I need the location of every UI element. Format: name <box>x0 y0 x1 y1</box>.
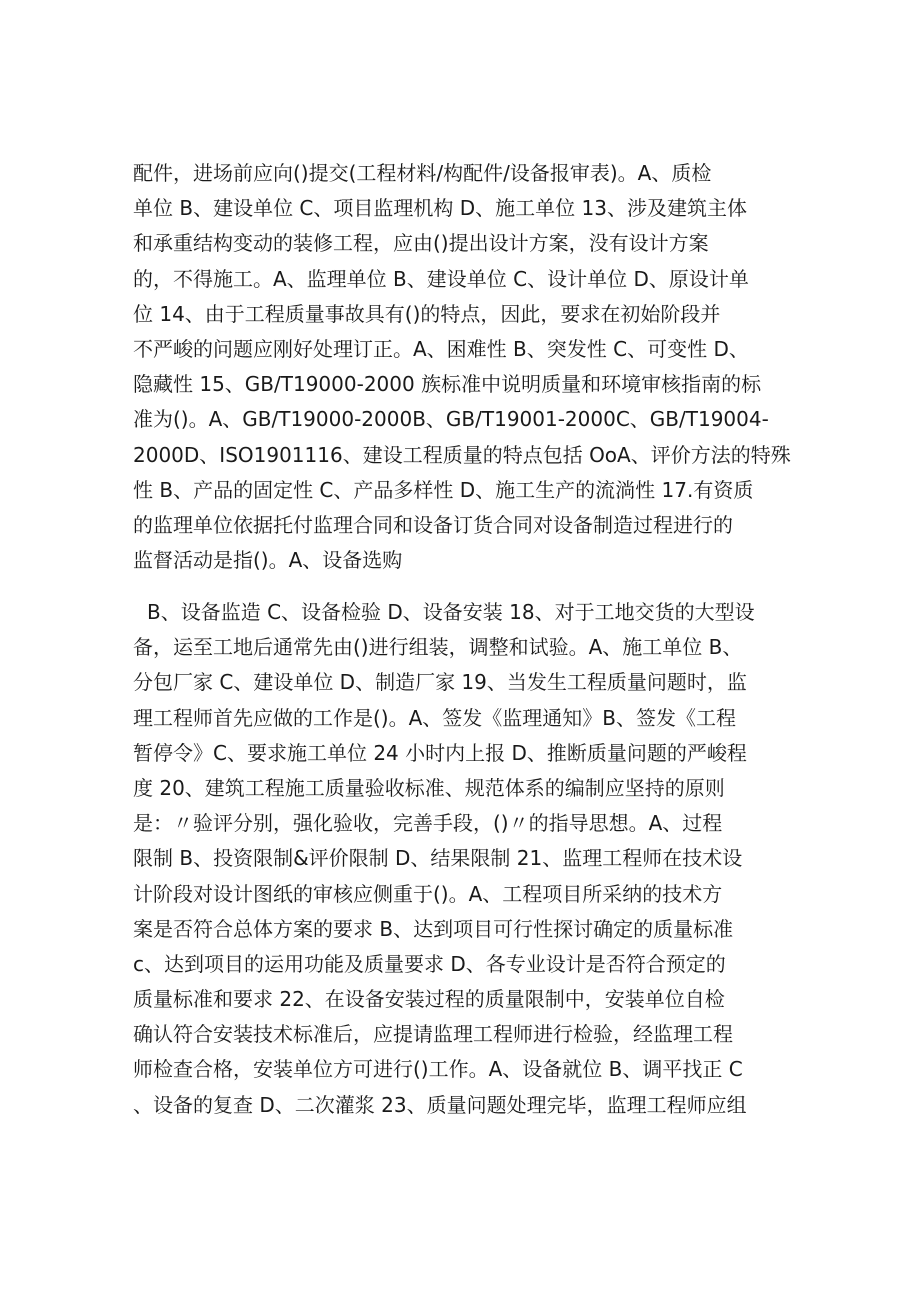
text-line: 备，运至工地后通常先由()进行组装，调整和试验。A、施工单位 B、 <box>133 635 743 660</box>
text-line: 监督活动是指()。A、设备选购 <box>133 548 403 573</box>
text-line: 2000D、ISO1901116、建设工程质量的特点包括 OoA、评价方法的特殊 <box>133 442 791 467</box>
text-line: 理工程师首先应做的工作是()。A、签发《监理通知》B、签发《工程 <box>133 705 737 730</box>
text-line: 计阶段对设计图纸的审核应侧重于()。A、工程项目所采纳的技术方 <box>133 881 723 906</box>
text-line: B、设备监造 C、设备检验 D、设备安装 18、对于工地交货的大型设 <box>147 600 755 624</box>
text-line: 配件，进场前应向()提交(工程材料/构配件/设备报审表)。A、质检 <box>133 161 712 185</box>
text-line: 师检查合格，安装单位方可进行()工作。A、设备就位 B、调平找正 C <box>133 1057 743 1082</box>
text-line: 准为()。A、GB/T19000-2000B、GB/T19001-2000C、GB/T19004- <box>133 407 769 432</box>
text-line: 的，不得施工。A、监理单位 B、建设单位 C、设计单位 D、原设计单 <box>133 266 749 291</box>
text-line: 案是否符合总体方案的要求 B、达到项目可行性探讨确定的质量标准 <box>133 916 734 941</box>
paragraph-2 <box>133 595 793 1123</box>
text-line: 和承重结构变动的装修工程，应由()提出设计方案，没有设计方案 <box>133 231 709 256</box>
text-line: 位 14、由于工程质量事故具有()的特点，因此，要求在初始阶段并 <box>133 301 721 326</box>
text-line: 确认符合安装技术标准后，应提请监理工程师进行检验，经监理工程 <box>133 1022 733 1047</box>
text-line: 限制 B、投资限制&评价限制 D、结果限制 21、监理工程师在技术设 <box>133 846 743 871</box>
text-line: 、设备的复查 D、二次灌浆 23、质量问题处理完毕，监理工程师应组 <box>133 1092 747 1117</box>
text-line: c、达到项目的运用功能及质量要求 D、各专业设计是否符合预定的 <box>133 951 726 976</box>
text-line: 暂停令》C、要求施工单位 24 小时内上报 D、推断质量问题的严峻程 <box>133 740 747 765</box>
text-line: 不严峻的问题应刚好处理订正。A、困难性 B、突发性 C、可变性 D、 <box>133 336 749 361</box>
text-line: 分包厂家 C、建设单位 D、制造厂家 19、当发生工程质量问题时，监 <box>133 670 747 695</box>
paragraph-1 <box>133 156 793 578</box>
text-line: 是：〃验评分别，强化验收，完善手段，()〃的指导思想。A、过程 <box>133 811 723 836</box>
text-line: 的监理单位依据托付监理合同和设备订货合同对设备制造过程进行的 <box>133 512 733 537</box>
text-line: 单位 B、建设单位 C、项目监理机构 D、施工单位 13、涉及建筑主体 <box>133 196 747 221</box>
text-line: 性 B、产品的固定性 C、产品多样性 D、施工生产的流淌性 17.有资质 <box>133 477 754 502</box>
text-line: 质量标准和要求 22、在设备安装过程的质量限制中，安装单位自检 <box>133 987 725 1012</box>
text-line: 度 20、建筑工程施工质量验收标准、规范体系的编制应坚持的原则 <box>133 775 725 800</box>
text-line: 隐藏性 15、GB/T19000-2000 族标准中说明质量和环境审核指南的标 <box>133 372 762 397</box>
